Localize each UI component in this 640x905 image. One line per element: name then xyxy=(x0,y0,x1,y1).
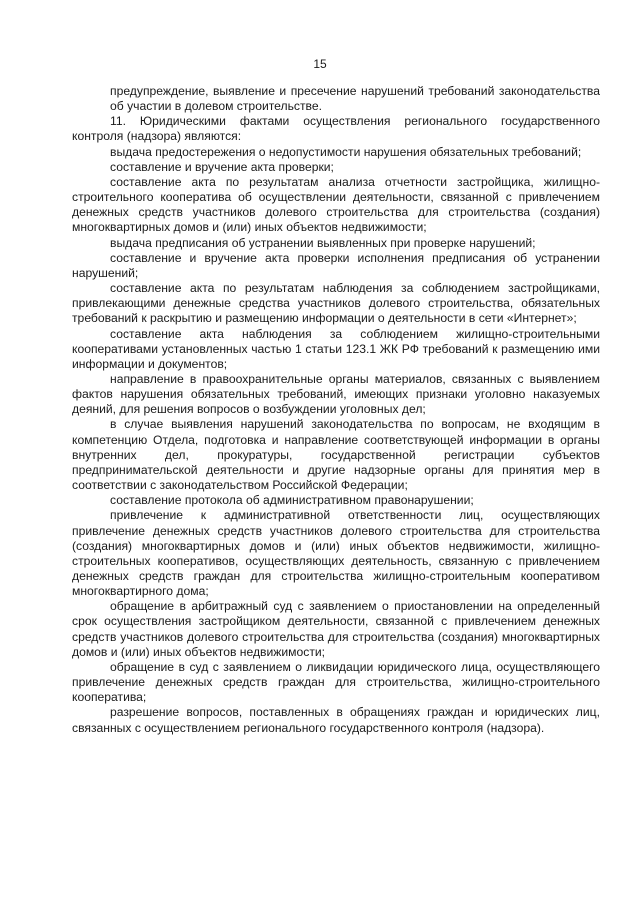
list-item-warning: выдача предостережения о недопустимости нарушения обязательных требований; xyxy=(110,144,582,159)
list-item-cooperative-observation-act: составление акта наблюдения за соблюдением жилищно-строительными кооперативами установленных частью 1 статьи 123.1 ЖК РФ требований к размещению ими информации и документов; xyxy=(72,326,600,371)
list-item-court-liquidation: обращение в суд с заявлением о ликвидации юридического лица, осуществляющего привлечение денежных средств граждан для строительства, жилищно-строительного кооператива; xyxy=(72,659,600,705)
list-item-order-execution-act: составление и вручение акта проверки исполнения предписания об устранении нарушений; xyxy=(72,250,600,280)
list-item-arbitration-court-suspension: обращение в арбитражный суд с заявлением о приостановлении на определенный срок осуществления застройщиком деятельности, связанной с привлечением денежных средств участников долевого строительства для строительства (создания) многоквартирных домов и (или) иных объектов недвижимости; xyxy=(72,599,600,659)
paragraph-section-11-heading: 11. Юридическими фактами осуществления регионального государственного контроля (надзора) являются: xyxy=(72,114,600,144)
list-item-order-issuance: выдача предписания об устранении выявленных при проверке нарушений; xyxy=(110,235,536,250)
list-item-administrative-liability: привлечение к административной ответственности лиц, осуществляющих привлечение денежных средств участников долевого строительства для строительства (создания) многоквартирных домов и (или) иных объектов недвижимости, жилищно-строительных кооперативов, осуществляющих деятельность, связанную с привлечением денежных средств граждан для строительства жилищно-строительным кооперативом многоквартирного дома; xyxy=(72,508,600,599)
page-number: 15 xyxy=(313,57,327,71)
document-body xyxy=(72,84,600,736)
list-item-internet-disclosure-act: составление акта по результатам наблюдения за соблюдением застройщиками, привлекающими денежные средства участников долевого строительства, обязательных требований к раскрытию и размещению информации о деятельности в сети «Интернет»; xyxy=(72,281,600,326)
paragraph-intro-continuation: предупреждение, выявление и пресечение нарушений требований законодательства об участии в долевом строительстве. xyxy=(110,84,600,114)
list-item-reporting-analysis-act: составление акта по результатам анализа отчетности застройщика, жилищно-строительного кооператива об осуществлении деятельности, связанной с привлечением денежных средств участников долевого строительства для строительства (создания) многоквартирных домов и (или) иных объектов недвижимости; xyxy=(72,174,600,235)
list-item-other-authorities-referral: в случае выявления нарушений законодательства по вопросам, не входящим в компетенцию Отдела, подготовка и направление соответствующей информации в органы внутренних дел, прокуратуры, государственной регистрации субъектов предпринимательской деятельности и другие надзорные органы для принятия мер в соответствии с законодательством Российской Федерации; xyxy=(72,417,600,493)
list-item-offense-protocol: составление протокола об административном правонарушении; xyxy=(110,493,474,508)
list-item-appeals-resolution: разрешение вопросов, поставленных в обращениях граждан и юридических лиц, связанных с осуществлением регионального государственного контроля (надзора). xyxy=(72,705,600,735)
list-item-inspection-act: составление и вручение акта проверки; xyxy=(110,159,334,174)
list-item-law-enforcement-referral: направление в правоохранительные органы материалов, связанных с выявлением фактов нарушения обязательных требований, имеющих признаки уголовно наказуемых деяний, для решения вопросов о возбуждении уголовных дел; xyxy=(72,371,600,417)
